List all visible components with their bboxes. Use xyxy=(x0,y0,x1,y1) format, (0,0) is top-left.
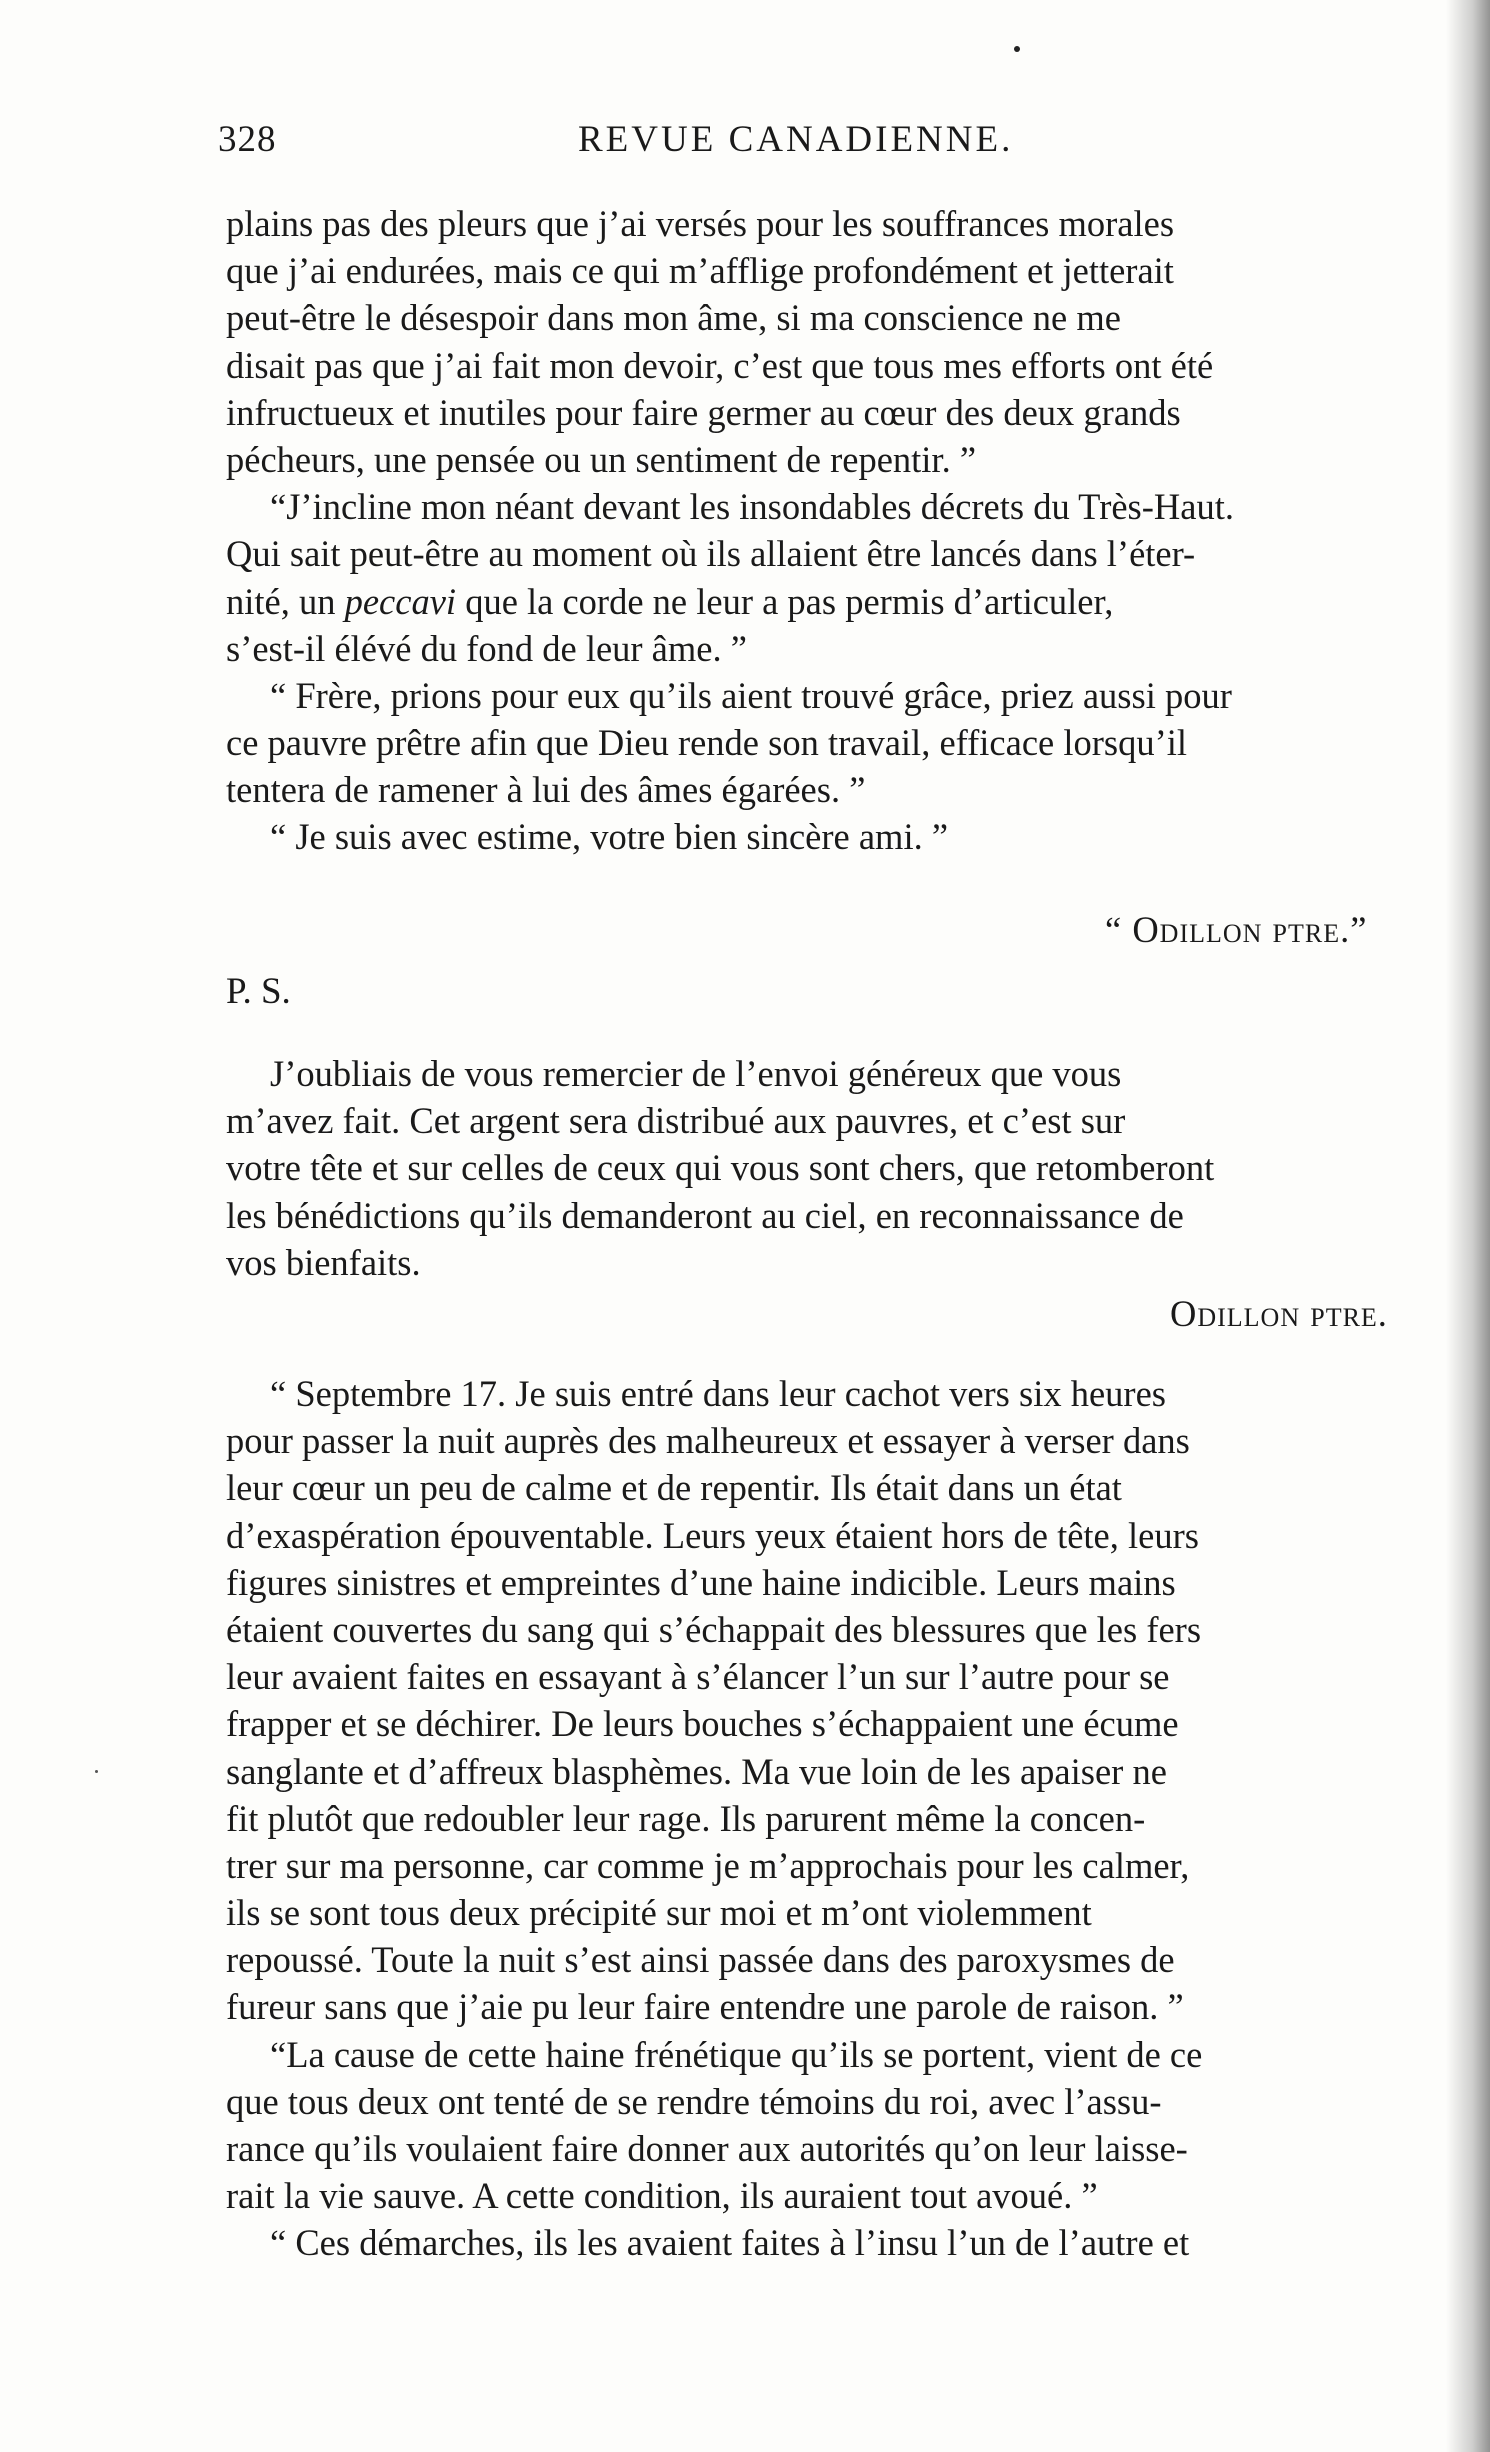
postscript-label: P. S. xyxy=(226,971,291,1012)
text-line: vos bienfaits. xyxy=(226,1241,421,1283)
page-header xyxy=(218,118,1048,178)
text-line: pécheurs, une pensée ou un sentiment de repentir. ” xyxy=(226,438,977,480)
text-line: rait la vie sauve. A cette condition, ils auraient tout avoué. ” xyxy=(226,2175,1098,2217)
text-line: frapper et se déchirer. De leurs bouches s’échappaient une écume xyxy=(226,1703,1179,1745)
page-number: 328 xyxy=(218,119,277,160)
print-speck xyxy=(1014,46,1020,52)
text-line: Qui sait peut-être au moment où ils allaient être lancés dans l’éter- xyxy=(226,533,1196,575)
text-line: que tous deux ont tenté de se rendre témoins du roi, avec l’assu- xyxy=(226,2080,1162,2122)
text-line: tentera de ramener à lui des âmes égarées. ” xyxy=(226,769,866,811)
text-line: étaient couvertes du sang qui s’échappait des blessures que les fers xyxy=(226,1608,1202,1650)
text-line: “ Je suis avec estime, votre bien sincère ami. ” xyxy=(270,816,949,858)
text-line: “ Ces démarches, ils les avaient faites à l’insu l’un de l’autre et xyxy=(270,2222,1190,2264)
text-line: infructueux et inutiles pour faire germer au cœur des deux grands xyxy=(226,391,1181,433)
postscript-body xyxy=(226,1050,1426,1286)
text-line: “ Frère, prions pour eux qu’ils aient trouvé grâce, priez aussi pour xyxy=(270,674,1232,716)
latin-term: peccavi xyxy=(344,580,457,622)
text-line: les bénédictions qu’ils demanderont au ciel, en reconnaissance de xyxy=(226,1194,1184,1236)
page-edge-shadow xyxy=(1446,0,1490,2452)
signature: “ Odillon ptre.” xyxy=(1105,909,1368,950)
text-line: pour passer la nuit auprès des malheureux et essayer à verser dans xyxy=(226,1420,1190,1462)
text-line: leur cœur un peu de calme et de repentir. Ils était dans un état xyxy=(226,1467,1122,1509)
text-line: m’avez fait. Cet argent sera distribué aux pauvres, et c’est sur xyxy=(226,1100,1126,1142)
text-line: “ Septembre 17. Je suis entré dans leur cachot vers six heures xyxy=(270,1373,1166,1414)
text-line: nité, un peccavi que la corde ne leur a pas permis d’articuler, xyxy=(226,580,1114,622)
text-line: “La cause de cette haine frénétique qu’ils se portent, vient de ce xyxy=(270,2033,1203,2075)
text-line: leur avaient faites en essayant à s’élancer l’un sur l’autre pour se xyxy=(226,1656,1170,1698)
text-line: rance qu’ils voulaient faire donner aux autorités qu’on leur laisse- xyxy=(226,2128,1188,2169)
text-line: ce pauvre prêtre afin que Dieu rende son travail, efficace lorsqu’il xyxy=(226,722,1188,764)
text-line: sanglante et d’affreux blasphèmes. Ma vue loin de les apaiser ne xyxy=(226,1750,1167,1792)
text-line: fit plutôt que redoubler leur rage. Ils parurent même la concen- xyxy=(226,1797,1146,1839)
print-speck xyxy=(95,1770,98,1773)
text-line: s’est-il élévé du fond de leur âme. ” xyxy=(226,627,747,669)
text-line: fureur sans que j’aie pu leur faire entendre une parole de raison. ” xyxy=(226,1986,1184,2028)
signature: Odillon ptre. xyxy=(1170,1293,1388,1334)
text-line: J’oubliais de vous remercier de l’envoi généreux que vous xyxy=(270,1053,1122,1094)
text-line: plains pas des pleurs que j’ai versés pour les souffrances morales xyxy=(226,203,1175,244)
text-line: peut-être le désespoir dans mon âme, si ma conscience ne me xyxy=(226,297,1121,339)
running-title: REVUE CANADIENNE. xyxy=(578,119,1014,160)
letter-body xyxy=(226,200,1426,861)
text-line: ils se sont tous deux précipité sur moi et m’ont violemment xyxy=(226,1892,1092,1934)
journal-entry xyxy=(226,1370,1426,2267)
text-line: que j’ai endurées, mais ce qui m’afflige profondément et jetterait xyxy=(226,250,1174,292)
text-line: votre tête et sur celles de ceux qui vous sont chers, que retomberont xyxy=(226,1147,1215,1189)
text-line: d’exaspération épouventable. Leurs yeux étaient hors de tête, leurs xyxy=(226,1514,1199,1556)
text-line: “J’incline mon néant devant les insondables décrets du Très-Haut. xyxy=(270,486,1234,528)
text-line: figures sinistres et empreintes d’une haine indicible. Leurs mains xyxy=(226,1561,1176,1603)
text-line: trer sur ma personne, car comme je m’approchais pour les calmer, xyxy=(226,1844,1190,1886)
text-line: repoussé. Toute la nuit s’est ainsi passée dans des paroxysmes de xyxy=(226,1939,1175,1981)
text-line: disait pas que j’ai fait mon devoir, c’est que tous mes efforts ont été xyxy=(226,344,1214,386)
